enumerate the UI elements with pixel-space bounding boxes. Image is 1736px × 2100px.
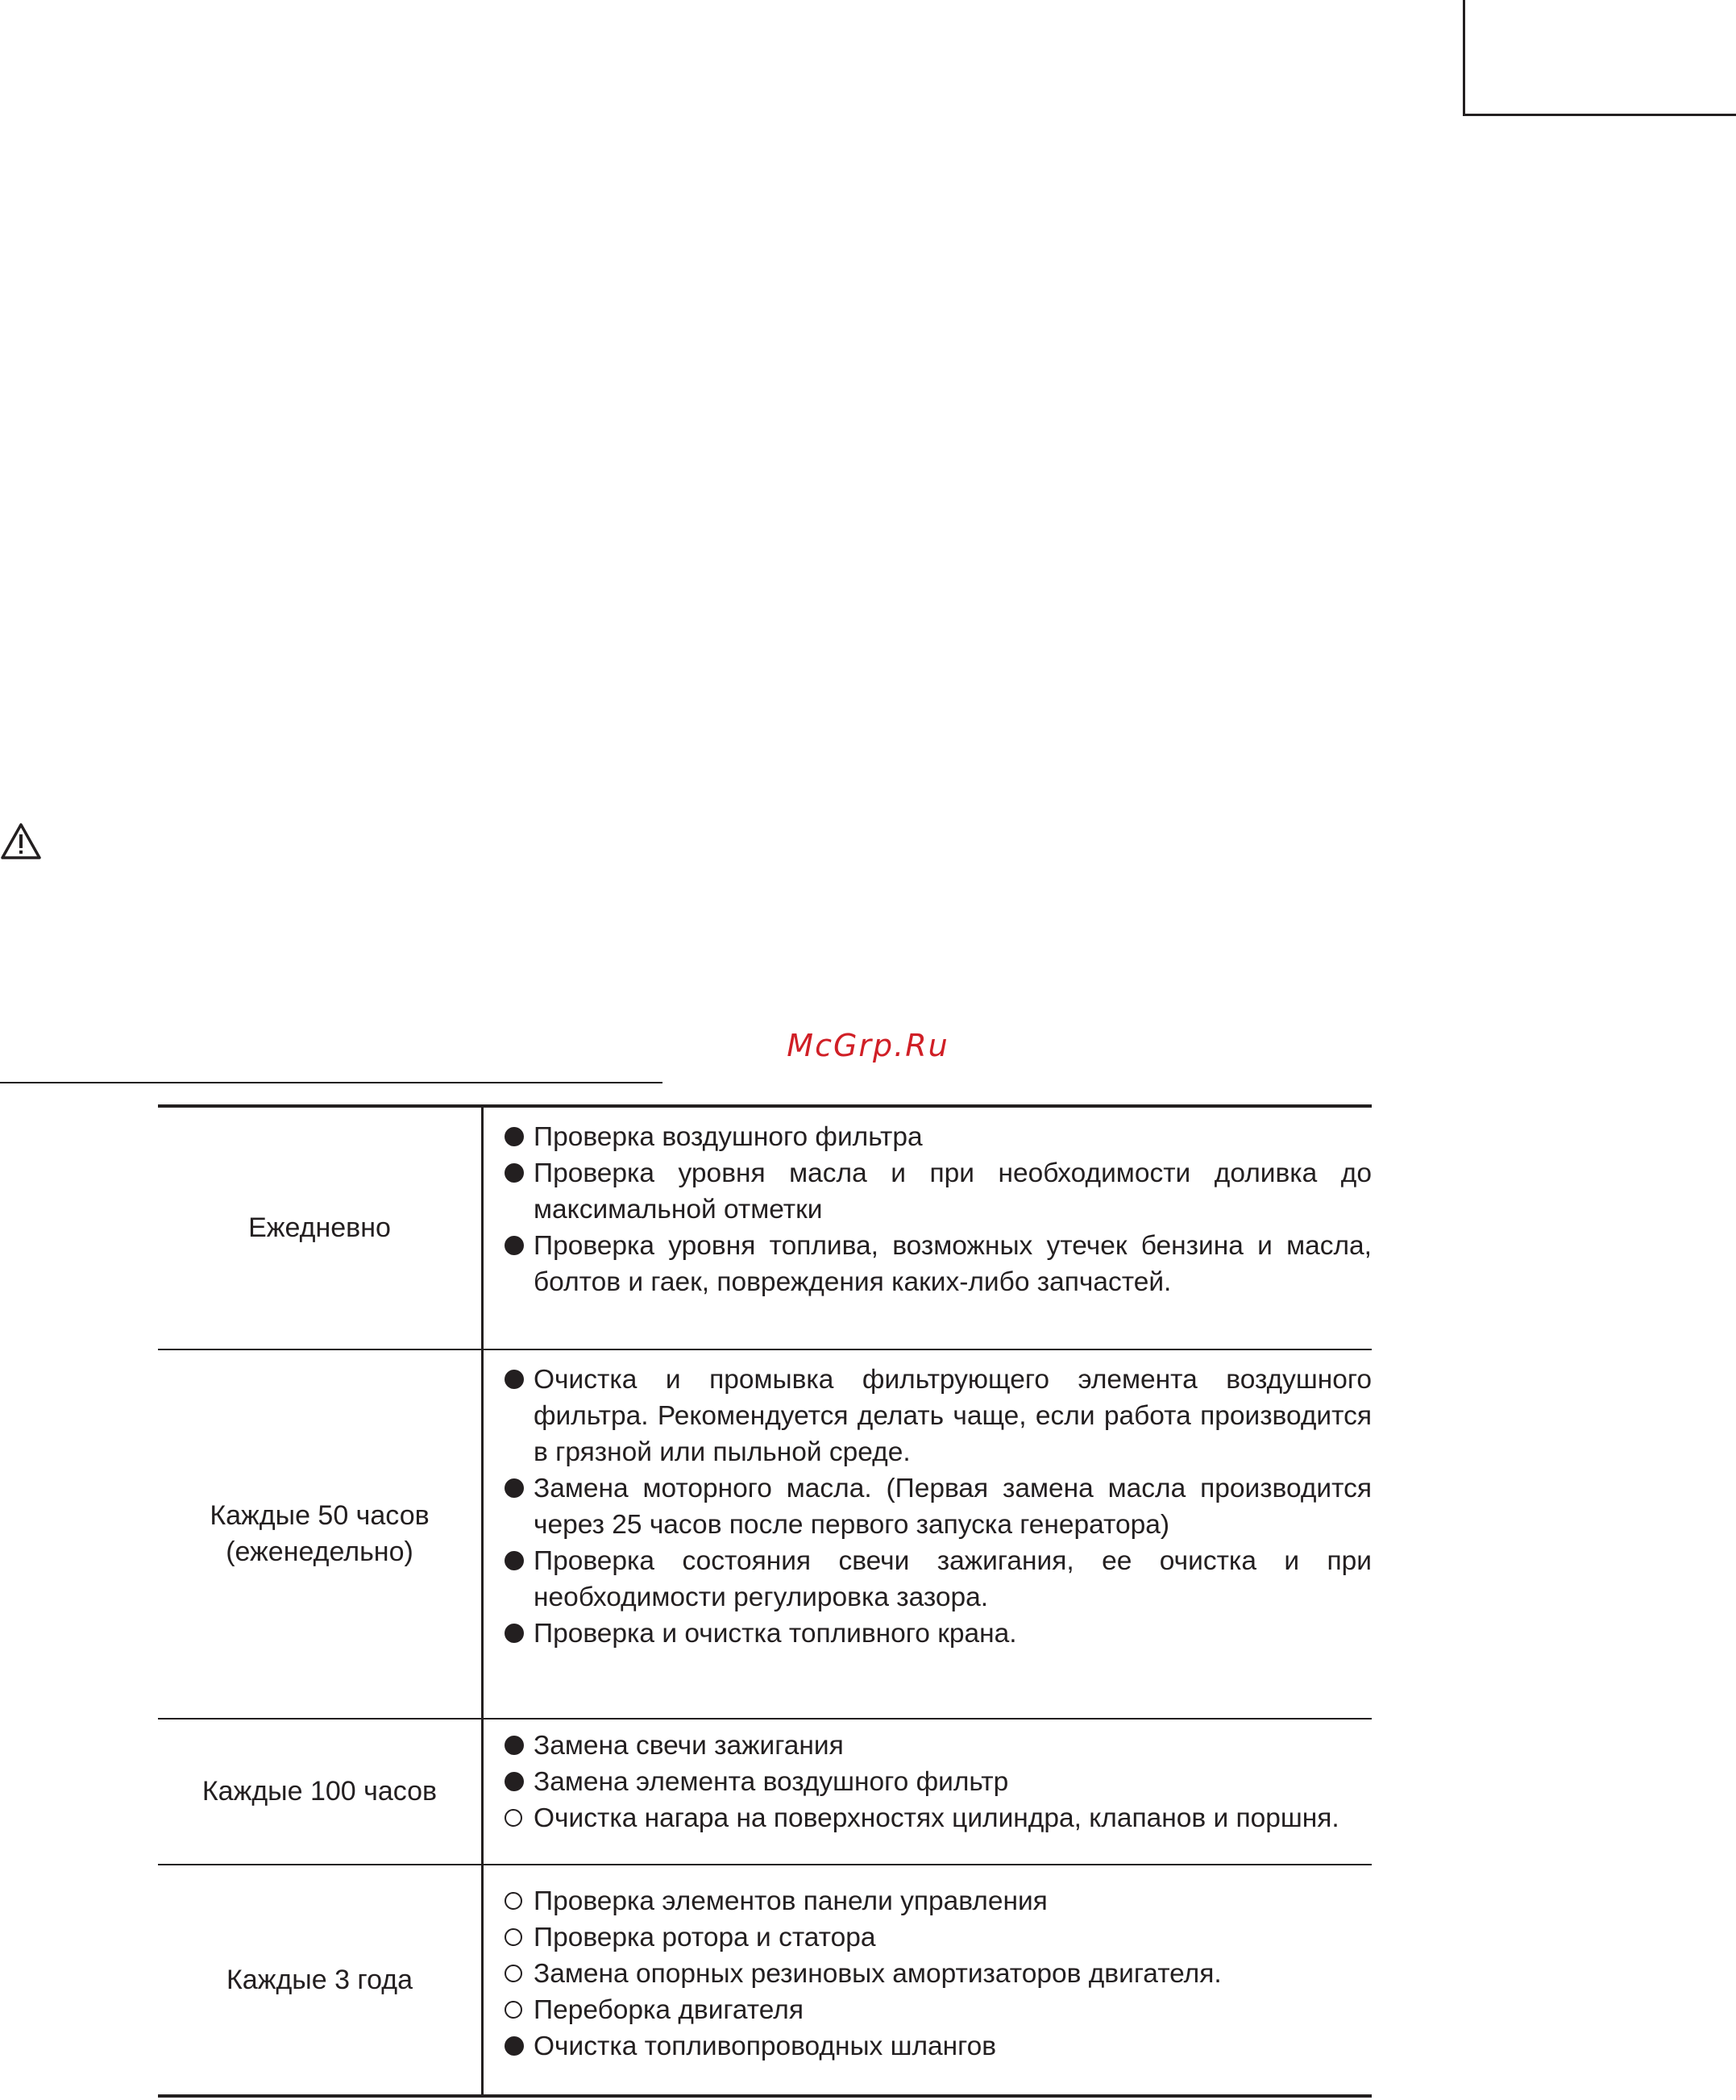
task-text: Замена моторного масла. (Первая замена масла производится через 25 часов после первого запуска генератора) xyxy=(534,1474,1372,1540)
tasks-cell xyxy=(484,1350,1372,1718)
task-item xyxy=(505,1362,1372,1470)
open-bullet-icon xyxy=(505,1965,522,1982)
filled-bullet-icon xyxy=(505,1551,524,1570)
task-item xyxy=(505,1728,1372,1764)
task-text: Проверка уровня масла и при необходимости доливка до максимальной отметки xyxy=(534,1158,1372,1225)
task-item xyxy=(505,1919,1372,1956)
task-text: Очистка нагара на поверхностях цилиндра, клапанов и поршня. xyxy=(534,1803,1339,1833)
tasks-cell xyxy=(484,1108,1372,1349)
filled-bullet-icon xyxy=(505,1478,524,1498)
task-text: Переборка двигателя xyxy=(534,1995,804,2025)
task-text: Проверка и очистка топливного крана. xyxy=(534,1619,1017,1649)
filled-bullet-icon xyxy=(505,1736,524,1755)
schedule-row-100-hours xyxy=(158,1718,1372,1864)
task-item xyxy=(505,1883,1372,1919)
section-rule xyxy=(0,1082,662,1083)
filled-bullet-icon xyxy=(505,1370,524,1389)
corner-frame xyxy=(1463,0,1736,116)
schedule-row-50-hours xyxy=(158,1349,1372,1718)
schedule-row-daily xyxy=(158,1104,1372,1349)
task-item xyxy=(505,2028,1372,2065)
period-label: (еженедельно) xyxy=(226,1537,413,1567)
open-bullet-icon xyxy=(505,1892,522,1910)
filled-bullet-icon xyxy=(505,1624,524,1643)
period-cell xyxy=(158,1865,484,2094)
task-text: Очистка и промывка фильтрующего элемента воздушного фильтра. Рекомендуется делать чаще, если работа производится в грязной или пыльной среде. xyxy=(534,1365,1372,1467)
task-item xyxy=(505,1616,1372,1652)
period-label: Каждые 50 часов xyxy=(210,1500,430,1531)
tasks-cell xyxy=(484,1720,1372,1864)
task-text: Проверка состояния свечи зажигания, ее очистка и при необходимости регулировка зазора. xyxy=(534,1546,1372,1612)
task-text: Замена свечи зажигания xyxy=(534,1731,844,1761)
task-item xyxy=(505,1992,1372,2028)
period-cell xyxy=(158,1720,484,1864)
task-item xyxy=(505,1543,1372,1616)
task-text: Замена элемента воздушного фильтр xyxy=(534,1767,1009,1797)
tasks-cell xyxy=(484,1865,1372,2094)
open-bullet-icon xyxy=(505,1809,522,1827)
filled-bullet-icon xyxy=(505,2036,524,2056)
open-bullet-icon xyxy=(505,2001,522,2019)
task-text: Проверка ротора и статора xyxy=(534,1923,876,1952)
task-item xyxy=(505,1228,1372,1300)
period-cell xyxy=(158,1108,484,1349)
watermark: McGrp.Ru xyxy=(787,1028,949,1063)
task-text: Проверка уровня топлива, возможных утечек бензина и масла, болтов и гаек, повреждения каких-либо запчастей. xyxy=(534,1231,1372,1297)
task-item xyxy=(505,1470,1372,1543)
filled-bullet-icon xyxy=(505,1772,524,1791)
task-item xyxy=(505,1155,1372,1228)
task-text: Замена опорных резиновых амортизаторов двигателя. xyxy=(534,1959,1222,1989)
open-bullet-icon xyxy=(505,1928,522,1946)
filled-bullet-icon xyxy=(505,1127,524,1146)
task-item xyxy=(505,1800,1372,1836)
filled-bullet-icon xyxy=(505,1236,524,1255)
task-text: Проверка воздушного фильтра xyxy=(534,1122,923,1152)
period-label: Каждые 3 года xyxy=(226,1964,413,1995)
task-item xyxy=(505,1119,1372,1155)
task-text: Проверка элементов панели управления xyxy=(534,1886,1048,1916)
period-cell xyxy=(158,1350,484,1718)
period-label: Ежедневно xyxy=(248,1212,391,1243)
task-text: Очистка топливопроводных шлангов xyxy=(534,2031,997,2061)
warning-icon xyxy=(0,822,42,861)
maintenance-schedule-table xyxy=(158,1104,1372,2098)
filled-bullet-icon xyxy=(505,1163,524,1183)
task-item xyxy=(505,1956,1372,1992)
schedule-row-3-years xyxy=(158,1864,1372,2098)
task-item xyxy=(505,1764,1372,1800)
period-label: Каждые 100 часов xyxy=(201,1776,438,1807)
